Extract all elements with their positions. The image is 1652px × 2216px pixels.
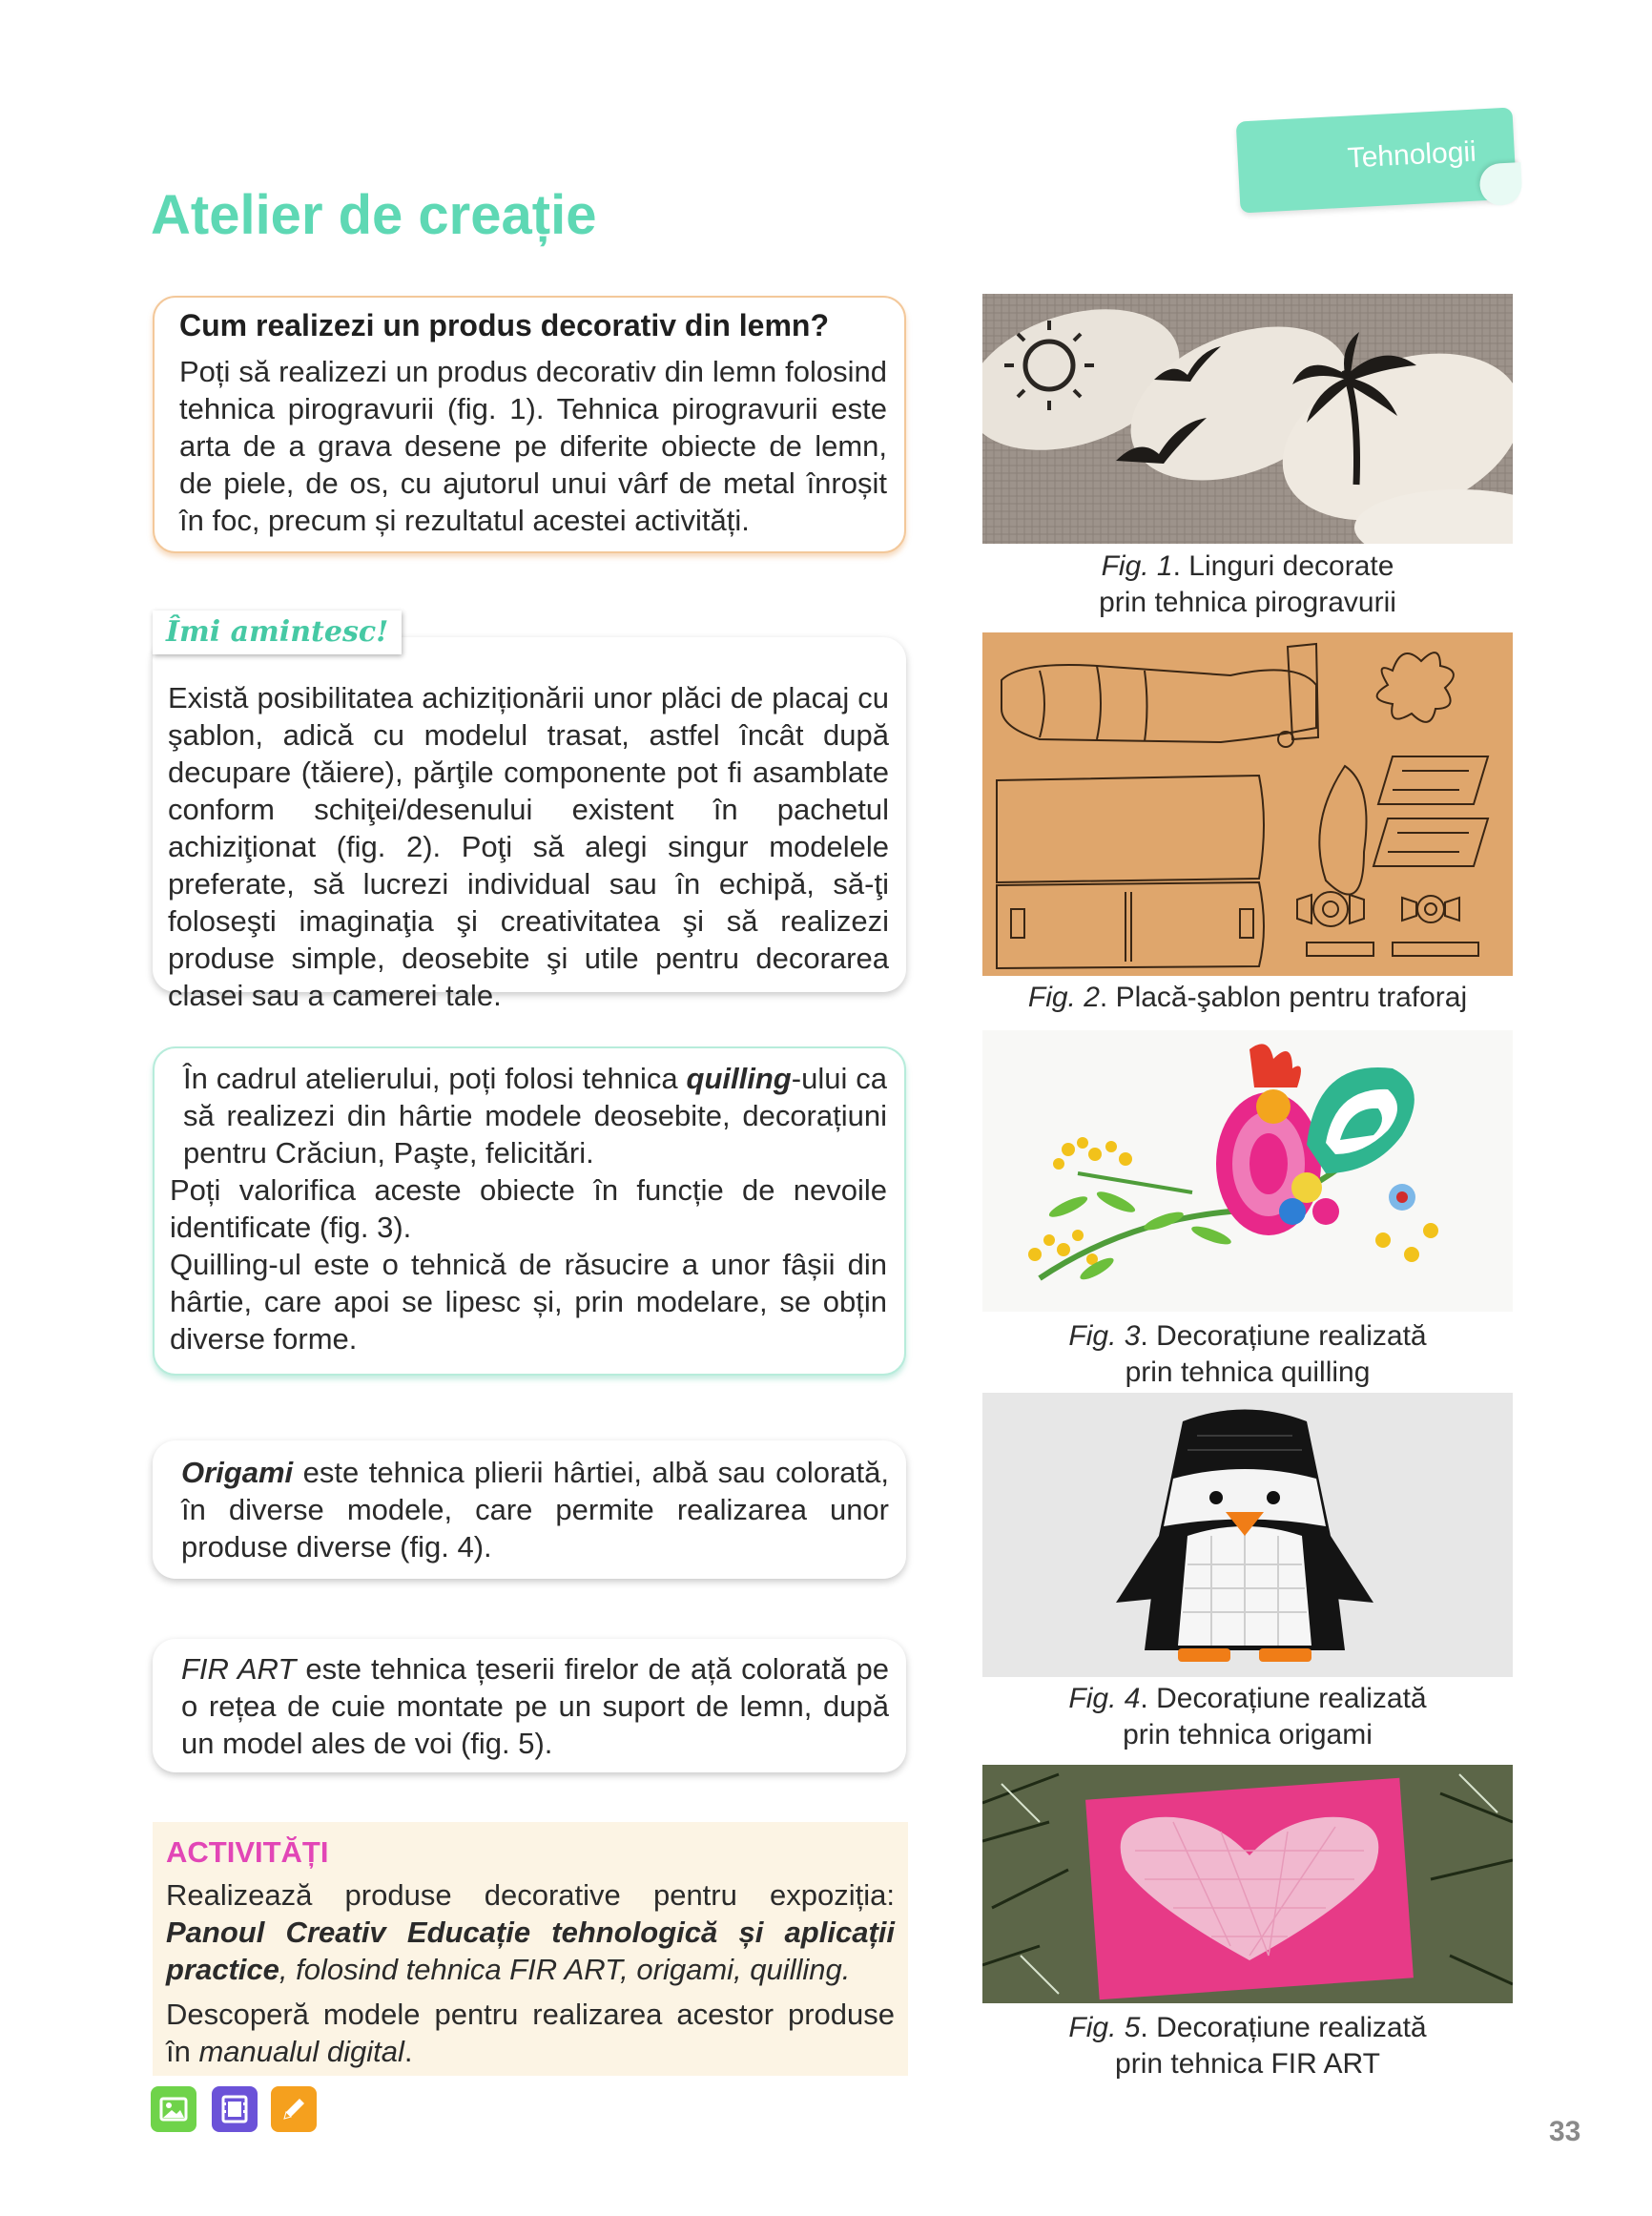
figure-1-caption: Fig. 1. Linguri decorate prin tehnica pirogravurii — [1099, 550, 1396, 618]
activities-paragraph-1: Realizează produse decorative pentru expoziția: Panoul Creativ Educație tehnologică și aplicații practice, folosind tehnica FIR ART, origami, quilling. — [166, 1878, 895, 1986]
figure-1-image — [982, 294, 1513, 544]
figure-4-image — [982, 1393, 1513, 1677]
figure-4-caption: Fig. 4. Decorațiune realizată prin tehnica origami — [1068, 1683, 1427, 1750]
activities-box — [153, 1822, 908, 2076]
pyrography-heading: Cum realizezi un produs decorativ din lemn? — [179, 308, 829, 342]
section-tag — [1236, 107, 1518, 213]
firart-text: FIR ART este tehnica țeserii firelor de ață colorată pe o rețea de cuie montate pe un suport de lemn, după un model ales de voi (fig. 5). — [181, 1652, 890, 1760]
page-number: 33 — [1549, 2116, 1581, 2147]
origami-card — [153, 1440, 906, 1579]
page-title: Atelier de creație — [151, 184, 597, 246]
quilling-card — [153, 1046, 906, 1376]
quilling-paragraph-2: Poți valorifica aceste obiecte în funcție de nevoile identificate (fig. 3). — [170, 1173, 887, 1244]
video-icon[interactable] — [212, 2086, 258, 2132]
activities-paragraph-2: Descoperă modele pentru realizarea acestor produse în manualul digital. — [166, 1998, 895, 2068]
pyrography-text: Poți să realizezi un produs decorativ din lemn folosind tehnica pirogravurii (fig. 1). Tehnica pirogravurii este arta de a grava desene pe diferite obiecte de lemn, de piele, de os, cu ajutorul unui vârf de metal înroșit în foc, precum și rezultatul acestei activități. — [179, 355, 887, 537]
remember-label: Îmi amintesc! — [153, 611, 402, 654]
remember-text: Există posibilitatea achiziționării unor plăci de placaj cu şablon, adică cu modelul trasat, astfel încât după decupare (tăiere), părţile componente pot fi asamblate conform schiţei/desenului existent în pachetul achiziţionat (fig. 2). Poţi să alegi singur modelele preferate, să lucrezi individual sau în echipă, să-ţi foloseşti imaginaţia şi creativitatea şi să realizezi produse simple, deosebite şi utile pentru decorarea clasei sau a camerei tale. — [168, 681, 889, 1012]
firart-card — [153, 1639, 906, 1772]
figure-2-image — [982, 632, 1513, 976]
firart-term: FIR ART — [181, 1652, 297, 1686]
origami-term: Origami — [181, 1456, 294, 1489]
page-curl — [1478, 162, 1522, 206]
pyrography-card — [153, 296, 906, 553]
pencil-icon[interactable] — [271, 2086, 317, 2132]
figure-3-image — [982, 1030, 1513, 1312]
figure-5-image — [982, 1765, 1513, 2003]
image-icon[interactable] — [151, 2086, 196, 2132]
quilling-paragraph-1: În cadrul atelierului, poți folosi tehnica quilling-ului ca să realizezi din hârtie modele deosebite, decorațiuni pentru Crăciun, Paşte, felicitări. — [183, 1062, 888, 1170]
section-tag-label: Tehnologii — [1346, 135, 1477, 175]
quilling-paragraph-3: Quilling-ul este o tehnică de răsucire a unor fâșii din hârtie, care apoi se lipesc și, prin modelare, se obțin diverse forme. — [170, 1248, 887, 1356]
activities-heading: ACTIVITĂȚI — [166, 1835, 329, 1869]
quilling-term: quilling — [686, 1062, 792, 1095]
origami-text: Origami este tehnica plierii hârtiei, albă sau colorată, în diverse modele, care permite realizarea unor produse diverse (fig. 4). — [181, 1456, 889, 1564]
figure-2-caption: Fig. 2. Placă-şablon pentru traforaj — [1027, 982, 1468, 1013]
figure-3-caption: Fig. 3. Decorațiune realizată prin tehnica quilling — [1068, 1320, 1427, 1388]
remember-card — [153, 637, 906, 1012]
figure-5-caption: Fig. 5. Decorațiune realizată prin tehnica FIR ART — [1068, 2012, 1427, 2080]
